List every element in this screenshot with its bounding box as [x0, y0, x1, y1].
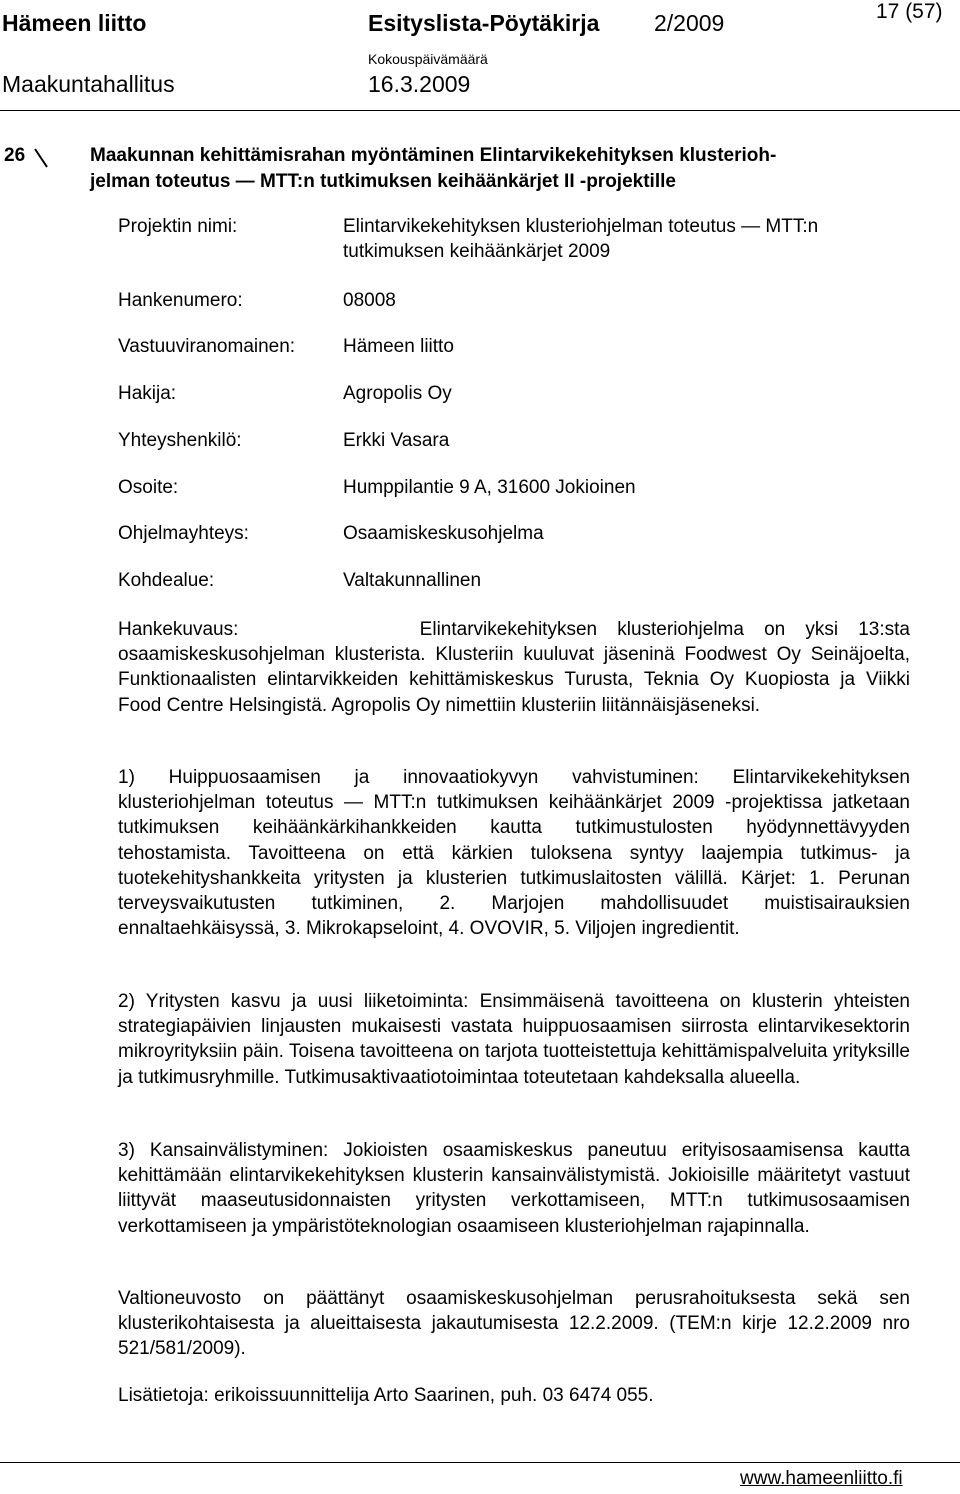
- section-sign-icon: [32, 146, 50, 170]
- header-date-label: Kokouspäivämäärä: [368, 51, 488, 67]
- footer-website-link[interactable]: www.hameenliitto.fi: [740, 1468, 903, 1489]
- goal-2-paragraph: 2) Yritysten kasvu ja uusi liiketoiminta: Ensimmäisenä tavoitteena on klusterin yhteisten strategiapäivien linjausten mukaisesti vastata huippuosaamisen siirrosta elintarvikesektorin mikroyrityksiin päin. Toisena tavoitteena on tarjota tuotteistettuja kehittämispalveluita yrityksille ja tutkimusryhmille. Tutkimusaktivaatiotoimintaa toteutetaan kahdeksalla alueella.: [118, 991, 910, 1088]
- programme-label: Ohjelmayhteys:: [118, 523, 249, 544]
- header-date: 16.3.2009: [368, 71, 471, 97]
- applicant: Agropolis Oy: [343, 383, 452, 404]
- project-number-label: Hankenumero:: [118, 290, 243, 311]
- target-area: Valtakunnallinen: [343, 570, 482, 591]
- header-doc-number: 2/2009: [654, 10, 725, 36]
- footer-divider: [0, 1462, 960, 1463]
- header-divider: [0, 110, 960, 111]
- contact-info-paragraph: Lisätietoja: erikoissuunnittelija Arto Saarinen, puh. 03 6474 055.: [118, 1385, 654, 1406]
- header-page-number: 17 (57): [876, 0, 943, 23]
- project-number: 08008: [343, 290, 396, 311]
- goal-3-paragraph: 3) Kansainvälistyminen: Jokioisten osaamiskeskus paneutuu erityisosaamisensa kautta kehittämään elintarvikekehityksen klusterin kansainvälistymistä. Jokioisille määritetyt vastuut liittyvät maaseutusidonnaisten yritysten verkottamiseen, MTT:n tutkimusosaamisen verkottamiseen ja ympäristöteknologian osaamiseen klusteriohjelman rajapinnalla.: [118, 1140, 910, 1237]
- header-body: Maakuntahallitus: [2, 71, 175, 97]
- section-title-line1: Maakunnan kehittämisrahan myöntäminen Elintarvikekehityksen klusterioh-: [90, 145, 777, 166]
- authority: Hämeen liitto: [343, 336, 454, 357]
- section-number: 26: [4, 145, 26, 166]
- header-org: Hämeen liitto: [2, 10, 147, 36]
- project-name-line1: Elintarvikekehityksen klusteriohjelman toteutus — MTT:n: [343, 216, 819, 237]
- target-area-label: Kohdealue:: [118, 570, 215, 591]
- project-name-line2: tutkimuksen keihäänkärjet 2009: [343, 241, 611, 262]
- applicant-label: Hakija:: [118, 383, 177, 404]
- decision-paragraph: Valtioneuvosto on päättänyt osaamiskeskusohjelman perusrahoituksesta sekä sen klusterikohtaisesta ja alueittaisesta jakautumisesta 12.2.2009. (TEM:n kirje 12.2.2009 nro 521/581/2009).: [118, 1288, 910, 1360]
- contact: Erkki Vasara: [343, 430, 450, 451]
- programme: Osaamiskeskusohjelma: [343, 523, 544, 544]
- section-title-line2: jelman toteutus — MTT:n tutkimuksen keihäänkärjet II -projektille: [90, 171, 676, 192]
- contact-label: Yhteyshenkilö:: [118, 430, 242, 451]
- authority-label: Vastuuviranomainen:: [118, 336, 296, 357]
- project-name-label: Projektin nimi:: [118, 216, 238, 237]
- address: Humppilantie 9 A, 31600 Jokioinen: [343, 477, 636, 498]
- header-doc-type: Esityslista-Pöytäkirja: [368, 10, 600, 36]
- project-description: Hankekuvaus: Elintarvikekehityksen klusteriohjelma on yksi 13:sta osaamiskeskusohjelman klusterista. Klusteriin kuuluvat jäseninä Foodwest Oy Seinäjoelta, Funktionaalisten elintarvikkeiden kehittämiskeskus Turusta, Teknia Oy Kuopiosta ja Viikki Food Centre Helsingistä. Agropolis Oy nimettiin klusteriin liitännäisjäseneksi.: [118, 619, 916, 716]
- address-label: Osoite:: [118, 477, 179, 498]
- goal-1-paragraph: 1) Huippuosaamisen ja innovaatiokyvyn vahvistuminen: Elintarvikekehityksen klusteriohjelman toteutus — MTT:n tutkimuksen keihäänkärjet 2009 -projektissa jatketaan tutkimuksen keihäänkärkihankkeiden kautta tutkimustulosten hyödynnettävyyden tehostamista. Tavoitteena on että kärkien tuloksena syntyy laajempia tutkimus- ja tuotekehityshankkeita yritysten ja klusterien tutkimuslaitosten välillä. Kärjet: 1. Perunan terveysvaikutusten tutkiminen, 2. Marjojen mahdollisuudet muistisairauksien ennaltaehkäisyssä, 3. Mikrokapseloint, 4. OVOVIR, 5. Viljojen ingredientit.: [118, 767, 910, 940]
